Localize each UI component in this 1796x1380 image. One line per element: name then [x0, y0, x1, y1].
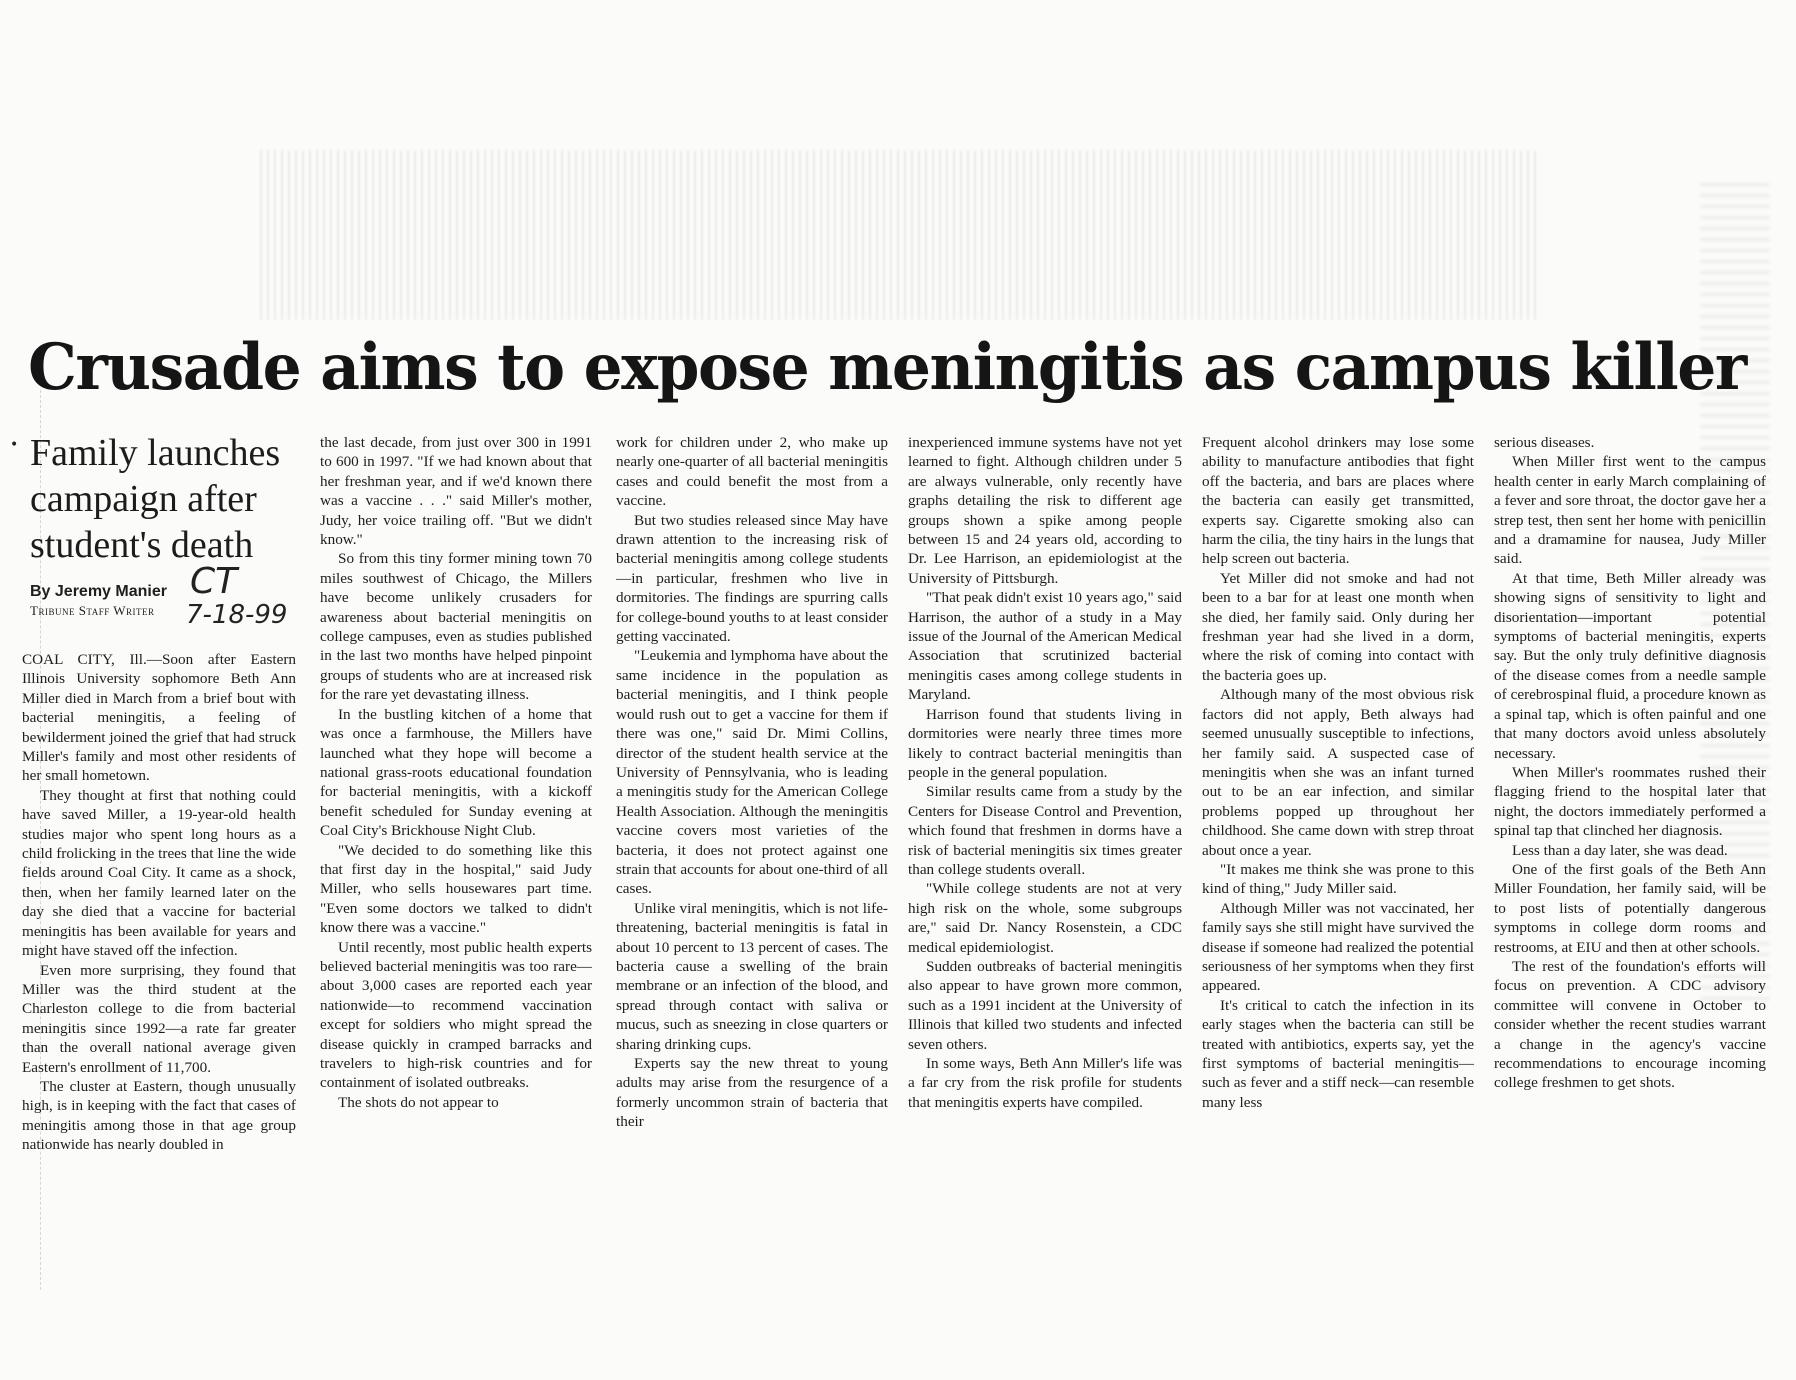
- article-column-2: [320, 433, 592, 1112]
- paragraph: One of the first goals of the Beth Ann Miller Foundation, her family said, will be to post lists of potentially dangerous symptoms in college dorm rooms and restrooms, at EIU and then at other schools.: [1494, 860, 1766, 956]
- paragraph: Although Miller was not vaccinated, her family says she still might have survived the disease if someone had realized the potential seriousness of her symptoms when they first appeared.: [1202, 899, 1474, 995]
- paragraph: serious diseases.: [1494, 434, 1595, 451]
- paragraph: Harrison found that students living in dormitories were nearly three times more likely to contract bacterial meningitis than people in the general population.: [908, 705, 1182, 781]
- paragraph: Less than a day later, she was dead.: [1512, 841, 1728, 859]
- paragraph: Experts say the new threat to young adults may arise from the resurgence of a formerly uncommon strain of bacteria that their: [616, 1055, 888, 1131]
- paragraph: The cluster at Eastern, though unusually high, is in keeping with the fact that cases of meningitis among those in that age group nationwide has nearly doubled in: [22, 1077, 296, 1154]
- bullet-mark: •: [10, 437, 19, 453]
- paragraph: Yet Miller did not smoke and had not been to a bar for at least one month when she died, her family said. Only during her freshman year had she lived in a dorm, where the risk of coming into contact with the bacteria goes up.: [1202, 569, 1474, 684]
- byline-title: Tribune Staff Writer: [30, 603, 155, 618]
- subhead: Family launches campaign after student's death: [30, 432, 281, 566]
- paragraph: "It makes me think she was prone to this kind of thing," Judy Miller said.: [1202, 860, 1474, 898]
- paragraph: Until recently, most public health experts believed bacterial meningitis was too rare—about 3,000 cases are reported each year nationwide—to recommend vaccination except for soldiers who might spread the disease quickly in cramped barracks and travelers to high-risk countries and for containment of isolated outbreaks.: [320, 938, 592, 1092]
- paragraph: Although many of the most obvious risk factors did not apply, Beth always had seemed unusually susceptible to infections, her family said. A suspected case of meningitis when she was an infant turned out to be an ear infection, and similar problems popped up throughout her childhood. She came down with strep throat about once a year.: [1202, 686, 1474, 859]
- byline-name: By Jeremy Manier: [30, 583, 167, 600]
- bleed-through-text: [260, 150, 1540, 320]
- paragraph: "That peak didn't exist 10 years ago," said Harrison, the author of a study in a May issue of the Journal of the American Medical Association that scrutinized bacterial meningitis cases among college students in Maryland.: [908, 589, 1182, 704]
- handwritten-date: 7-18-99: [186, 600, 288, 630]
- paragraph: In the bustling kitchen of a home that was once a farmhouse, the Millers have launched what they hope will become a national grass-roots educational foundation for bacterial meningitis, with a kickoff benefit scheduled for Sunday evening at Coal City's Brickhouse Night Club.: [320, 705, 592, 840]
- paragraph: the last decade, from just over 300 in 1991 to 600 in 1997. "If we had known about that her freshman year, and if we'd known there was a vaccine . . ." said Miller's mother, Judy, her voice trailing off. "But we didn't know.": [320, 434, 592, 549]
- headline: Crusade aims to expose meningitis as campus killer: [28, 330, 1746, 405]
- article-column-6: [1494, 433, 1766, 1093]
- paragraph: When Miller's roommates rushed their flagging friend to the hospital later that night, the doctors immediately performed a spinal tap that clinched her diagnosis.: [1494, 763, 1766, 840]
- paragraph: work for children under 2, who make up nearly one-quarter of all bacterial meningitis cases and could benefit the most from a vaccine.: [616, 434, 888, 510]
- handwritten-source: CT: [190, 561, 238, 602]
- paragraph: The rest of the foundation's efforts will focus on prevention. A CDC advisory committee will convene in October to consider whether the recent studies warrant a change in the agency's vaccine recommendations to encourage incoming college freshmen to get shots.: [1494, 957, 1766, 1092]
- paragraph: It's critical to catch the infection in its early stages when the bacteria can still be treated with antibiotics, experts say, yet the first symptoms of bacterial meningitis—such as fever and a stiff neck—can resemble many less: [1202, 996, 1474, 1111]
- paragraph: They thought at first that nothing could have saved Miller, a 19-year-old health studies major who spent long hours as a child frolicking in the trees that line the wide fields around Coal City. It came as a shock, then, when her family learned later on the day she died that a vaccine for bacterial meningitis has been available for years and might have staved off the infection.: [22, 786, 296, 960]
- article-column-3: [616, 433, 888, 1132]
- handwritten-note: [186, 561, 306, 630]
- paragraph: In some ways, Beth Ann Miller's life was a far cry from the risk profile for students that meningitis experts have compiled.: [908, 1055, 1182, 1111]
- article-column-1: [22, 650, 296, 1155]
- paragraph: Frequent alcohol drinkers may lose some ability to manufacture antibodies that fight off the bacteria, and bars are places where the bacteria can easily get transmitted, experts say. Cigarette smoking also can harm the cilia, the tiny hairs in the lungs that help screen out bacteria.: [1202, 434, 1474, 568]
- paragraph: COAL CITY, Ill.—Soon after Eastern Illinois University sophomore Beth Ann Miller died in March from a brief bout with bacterial meningitis, a feeling of bewilderment joined the grief that had struck Miller's family and most other residents of her small hometown.: [22, 651, 296, 785]
- article-column-4: [908, 433, 1182, 1112]
- article-column-5: [1202, 433, 1474, 1112]
- paragraph: "We decided to do something like this that first day in the hospital," said Judy Miller, who sells housewares part time. "Even some doctors we talked to didn't know there was a vaccine.": [320, 841, 592, 937]
- paragraph: "Leukemia and lymphoma have about the same incidence in the population as bacterial meningitis, and I think people would rush out to get a vaccine for them if there was one," said Dr. Mimi Collins, director of the student health service at the University of Pennsylvania, who is leading a meningitis study for the American College Health Association. Although the meningitis vaccine covers most varieties of the bacteria, it does not protect against one strain that accounts for about one-third of all cases.: [616, 647, 888, 898]
- paragraph: When Miller first went to the campus health center in early March complaining of a fever and sore throat, the doctor gave her a strep test, then sent her home with penicillin and a dramamine for nausea, Judy Miller said.: [1494, 453, 1766, 568]
- paragraph: So from this tiny former mining town 70 miles southwest of Chicago, the Millers have become unlikely crusaders for awareness about bacterial meningitis on college campuses, even as studies published in the last two months have helped pinpoint groups of students who are at increased risk for the rare yet devastating illness.: [320, 550, 592, 704]
- paragraph: Similar results came from a study by the Centers for Disease Control and Prevention, which found that freshmen in dorms have a risk of bacterial meningitis six times greater than college students overall.: [908, 783, 1182, 878]
- paragraph: Even more surprising, they found that Miller was the third student at the Charleston college to die from bacterial meningitis since 1992—a rate far greater than the overall national average given Eastern's enrollment of 11,700.: [22, 961, 296, 1076]
- paragraph: "While college students are not at very high risk on the whole, some subgroups are," said Dr. Nancy Rosenstein, a CDC medical epidemiologist.: [908, 880, 1182, 956]
- byline: [30, 582, 180, 620]
- paragraph: But two studies released since May have drawn attention to the increasing risk of bacterial meningitis among college students—in particular, freshmen who live in dormitories. The findings are spurring calls for college-bound youths to at least consider getting vaccinated.: [616, 511, 888, 646]
- paragraph: Unlike viral meningitis, which is not life-threatening, bacterial meningitis is fatal in about 10 percent to 13 percent of cases. The bacteria cause a swelling of the brain membrane or an infection of the blood, and spread through contact with saliva or mucus, such as sneezing in close quarters or sharing drinking cups.: [616, 899, 888, 1053]
- paragraph: At that time, Beth Miller already was showing signs of sensitivity to light and disorientation—important potential symptoms of bacterial meningitis, experts say. But the only truly definitive diagnosis of the disease comes from a needle sample of cerebrospinal fluid, a procedure known as a spinal tap, which is often painful and one that many doctors avoid unless absolutely necessary.: [1494, 569, 1766, 762]
- paragraph: Sudden outbreaks of bacterial meningitis also appear to have grown more common, such as a 1991 incident at the University of Illinois that killed two students and infected seven others.: [908, 957, 1182, 1053]
- paragraph: The shots do not appear to: [338, 1093, 499, 1111]
- paragraph: inexperienced immune systems have not yet learned to fight. Although children under 5 are always vulnerable, only recently have graphs detailing the risk to different age groups shown a spike among people between 15 and 24 years old, according to Dr. Lee Harrison, an epidemiologist at the University of Pittsburgh.: [908, 434, 1182, 587]
